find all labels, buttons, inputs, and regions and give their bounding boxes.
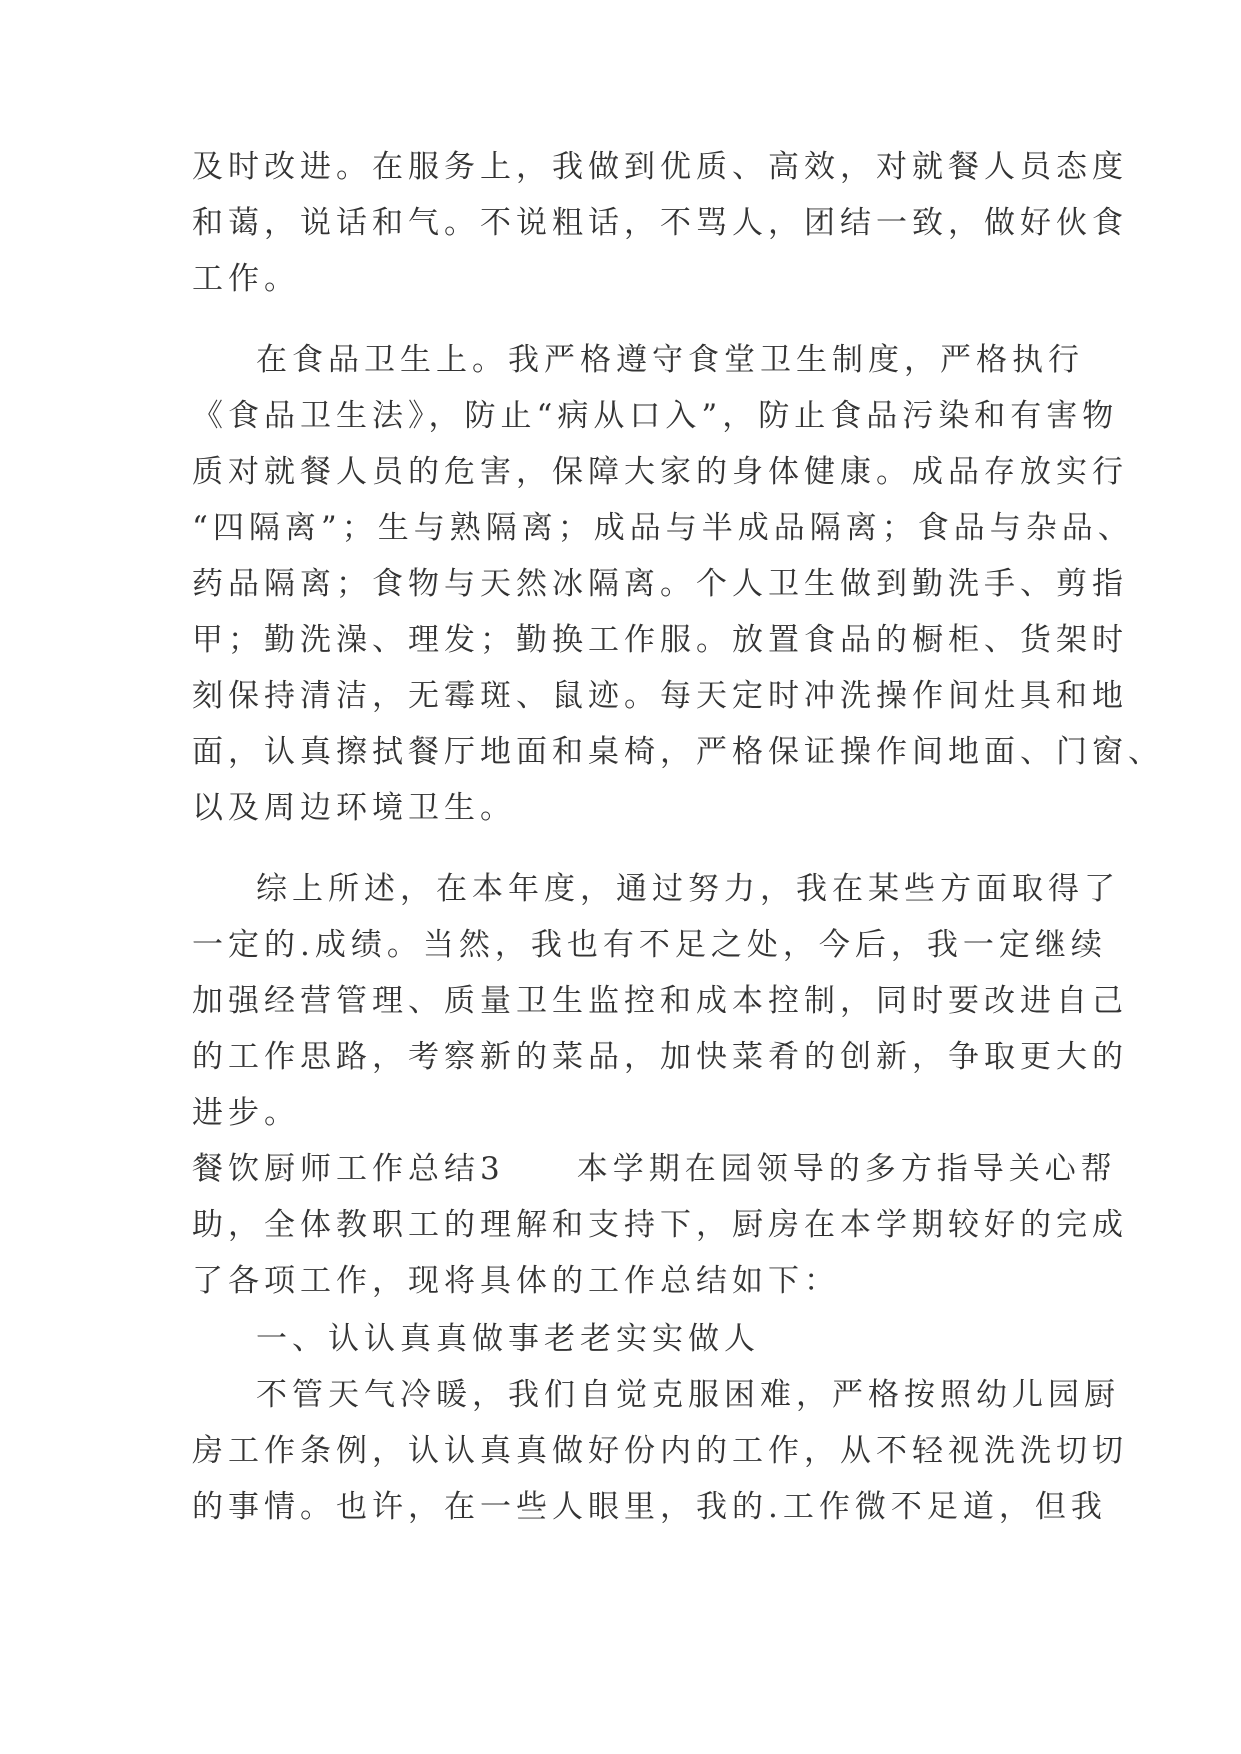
text-line: 餐饮厨师工作总结3 本学期在园领导的多方指导关心帮 — [192, 1151, 1117, 1187]
text-line: 以及周边环境卫生。 — [192, 790, 516, 826]
text-line: 一、认认真真做事老老实实做人 — [256, 1321, 760, 1357]
text-line: 面，认真擦拭餐厅地面和桌椅，严格保证操作间地面、门窗、 — [192, 734, 1164, 770]
text-line: “四隔离”；生与熟隔离；成品与半成品隔离；食品与杂品、 — [192, 510, 1134, 546]
text-line: 房工作条例，认认真真做好份内的工作，从不轻视洗洗切切 — [192, 1433, 1128, 1469]
text-line: 在食品卫生上。我严格遵守食堂卫生制度，严格执行 — [256, 342, 1084, 378]
text-line: 质对就餐人员的危害，保障大家的身体健康。成品存放实行 — [192, 454, 1128, 490]
text-line: 药品隔离；食物与天然冰隔离。个人卫生做到勤洗手、剪指 — [192, 566, 1128, 602]
text-line: 工作。 — [192, 261, 300, 297]
text-line: 甲；勤洗澡、理发；勤换工作服。放置食品的橱柜、货架时 — [192, 622, 1128, 658]
text-line: 及时改进。在服务上，我做到优质、高效，对就餐人员态度 — [192, 149, 1128, 185]
text-line: 综上所述，在本年度，通过努力，我在某些方面取得了 — [256, 871, 1120, 907]
text-line: 进步。 — [192, 1095, 300, 1131]
text-line: 刻保持清洁，无霉斑、鼠迹。每天定时冲洗操作间灶具和地 — [192, 678, 1128, 714]
text-line: 一定的.成绩。当然，我也有不足之处，今后，我一定继续 — [192, 927, 1107, 963]
text-line: 了各项工作，现将具体的工作总结如下： — [192, 1263, 840, 1299]
text-line: 《食品卫生法》，防止“病从口入”，防止食品污染和有害物 — [192, 398, 1119, 434]
text-line: 的工作思路，考察新的菜品，加快菜肴的创新，争取更大的 — [192, 1039, 1128, 1075]
text-line: 和蔼，说话和气。不说粗话，不骂人，团结一致，做好伙食 — [192, 205, 1128, 241]
text-line: 助，全体教职工的理解和支持下，厨房在本学期较好的完成 — [192, 1207, 1128, 1243]
text-line: 的事情。也许，在一些人眼里，我的.工作微不足道，但我 — [192, 1489, 1107, 1525]
text-line: 不管天气冷暖，我们自觉克服困难，严格按照幼儿园厨 — [256, 1377, 1120, 1413]
text-line: 加强经营管理、质量卫生监控和成本控制，同时要改进自己 — [192, 983, 1128, 1019]
